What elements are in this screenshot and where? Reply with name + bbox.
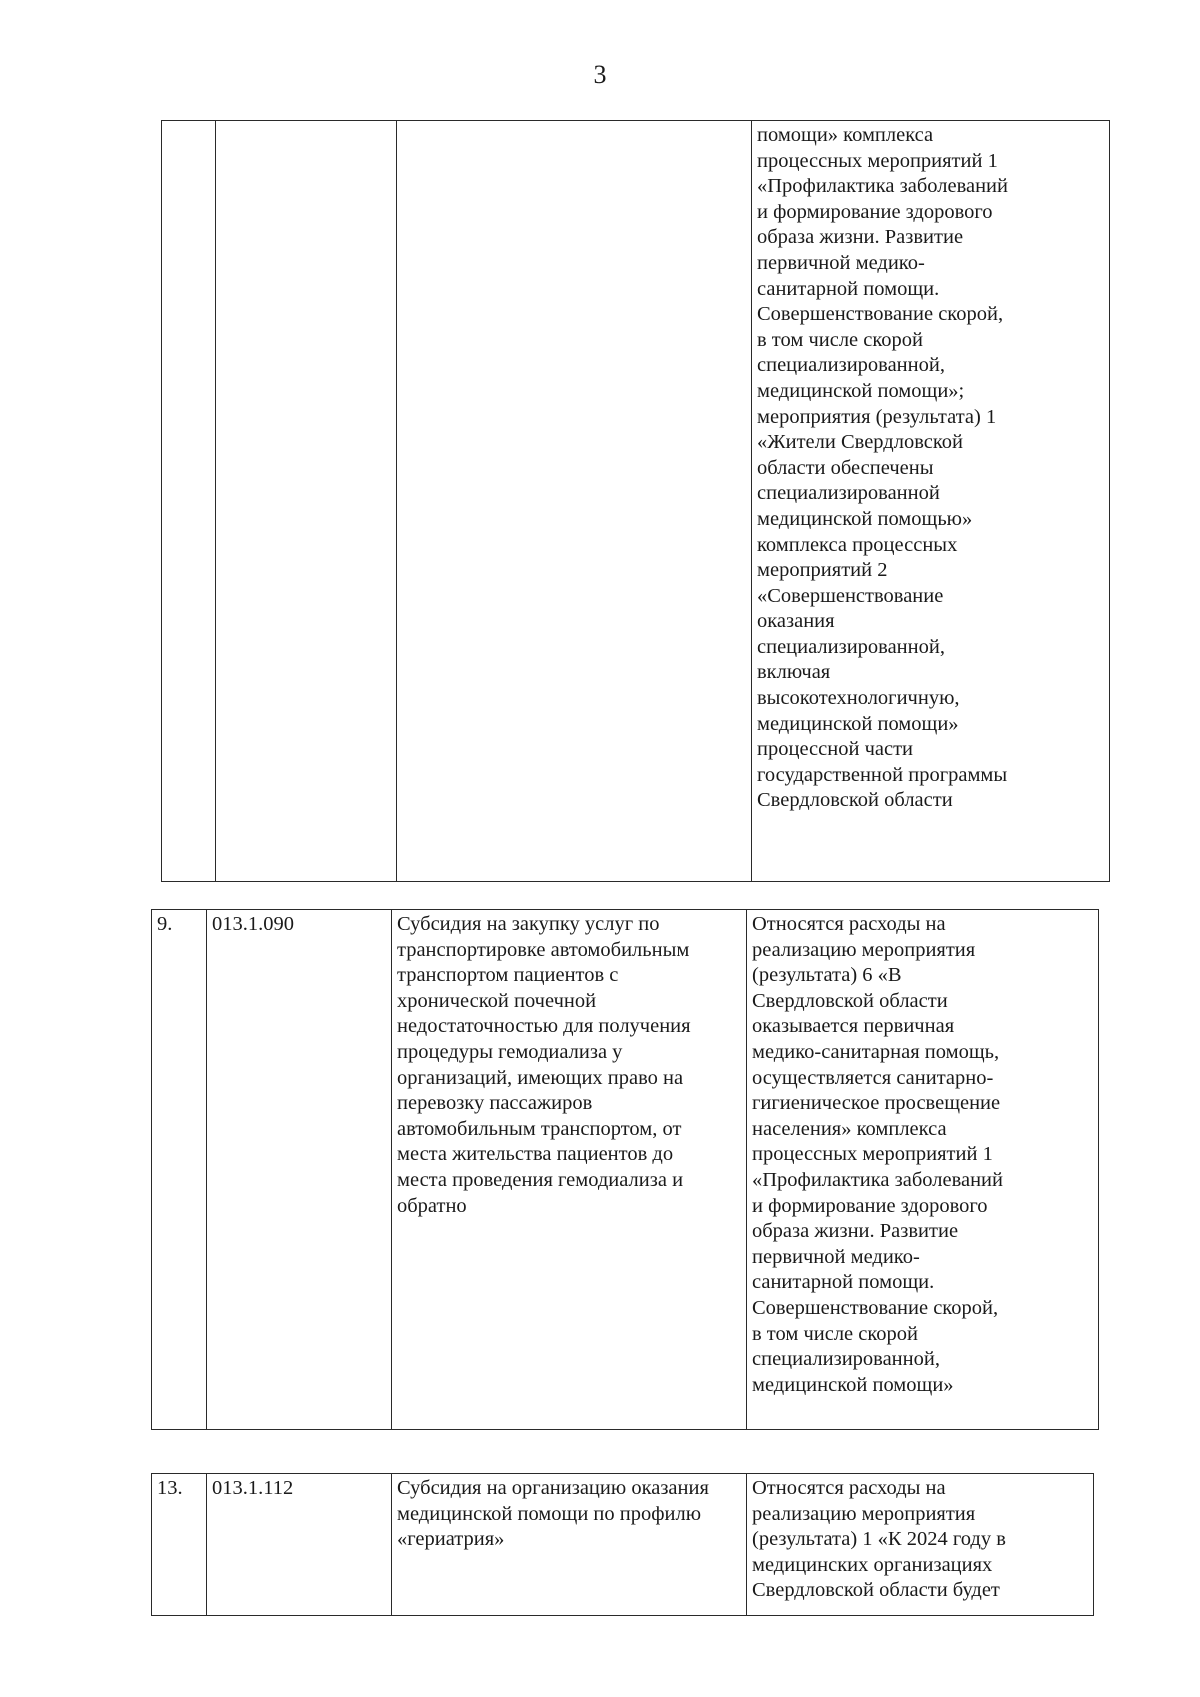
page-number: 3 [593,60,607,89]
row-number-cell: 9. [152,910,207,1430]
budget-code-cell: 013.1.090 [207,910,392,1430]
budget-table-fragment-3 [151,1473,1094,1616]
budget-code-cell: 013.1.112 [207,1474,392,1616]
table-row [162,121,1110,882]
row-number-cell: 13. [152,1474,207,1616]
budget-table-fragment-1 [161,120,1110,882]
table-row [152,1474,1094,1616]
budget-code-cell [216,121,397,882]
budget-table-fragment-2 [151,909,1099,1430]
expense-description-cell: Относятся расходы на реализацию мероприятия (результата) 1 «К 2024 году в медицинских организациях Свердловской области будет [747,1474,1094,1616]
table-row [152,910,1099,1430]
expense-name-cell: Субсидия на закупку услуг по транспортировке автомобильным транспортом пациентов с хронической почечной недостаточностью для получения процедуры гемодиализа у организаций, имеющих право на перевозку пассажиров автомобильным транспортом, от места жительства пациентов до места проведения гемодиализа и обратно [392,910,747,1430]
expense-name-cell [397,121,752,882]
expense-description-cell: помощи» комплекса процессных мероприятий 1 «Профилактика заболеваний и формирование здорового образа жизни. Развитие первичной медико- санитарной помощи. Совершенствование скорой, в том числе скорой специализированной, медицинской помощи»; мероприятия (результата) 1 «Жители Свердловской области обеспечены специализированной медицинской помощью» комплекса процессных мероприятий 2 «Совершенствование оказания специализированной, включая высокотехнологичную, медицинской помощи» процессной части государственной программы Свердловской области [752,121,1110,882]
expense-description-cell: Относятся расходы на реализацию мероприятия (результата) 6 «В Свердловской области оказывается первичная медико-санитарная помощь, осуществляется санитарно- гигиеническое просвещение населения» комплекса процессных мероприятий 1 «Профилактика заболеваний и формирование здорового образа жизни. Развитие первичной медико- санитарной помощи. Совершенствование скорой, в том числе скорой специализированной, медицинской помощи» [747,910,1099,1430]
expense-name-cell: Субсидия на организацию оказания медицинской помощи по профилю «гериатрия» [392,1474,747,1616]
row-number-cell [162,121,216,882]
